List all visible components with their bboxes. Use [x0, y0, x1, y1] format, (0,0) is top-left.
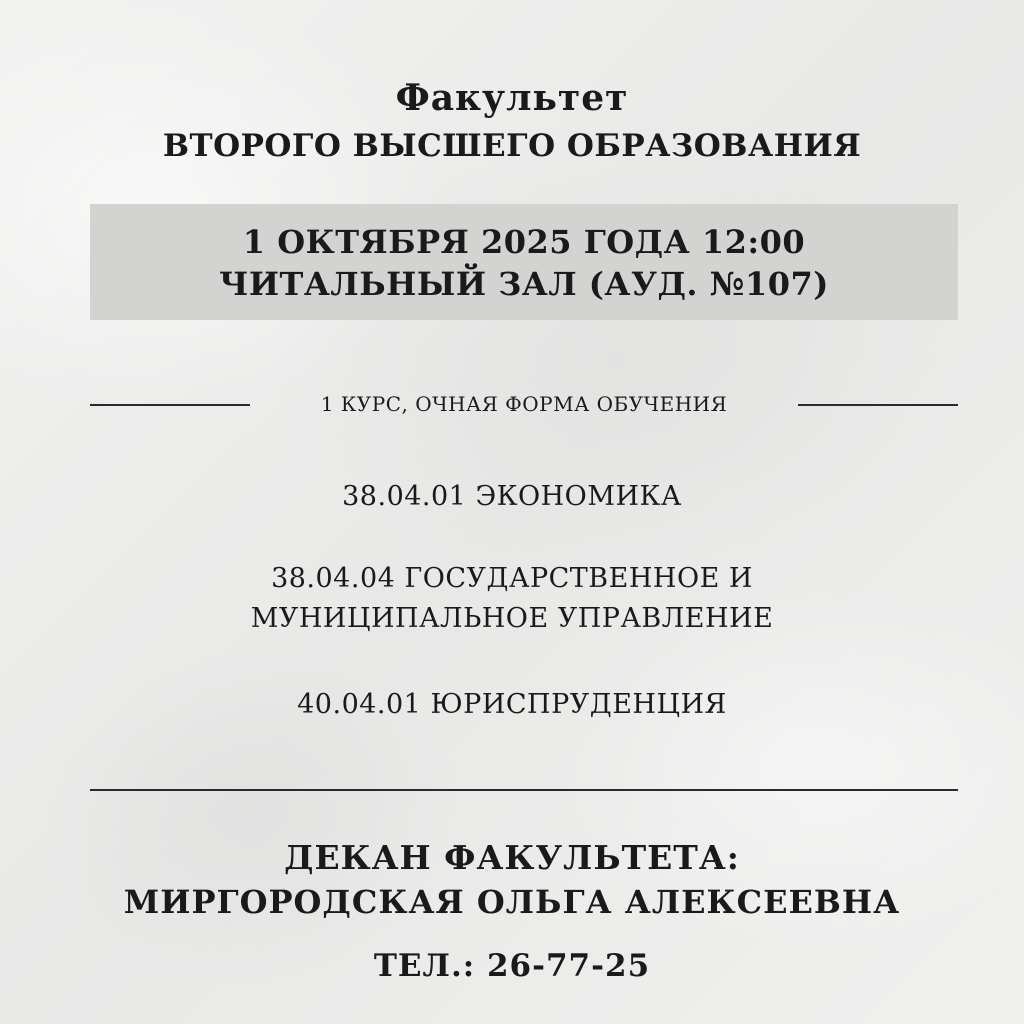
event-date-time: 1 ОКТЯБРЯ 2025 ГОДА 12:00: [242, 223, 806, 261]
contact-phone: ТЕЛ.: 26-77-25: [373, 948, 651, 984]
dean-name: МИРГОРОДСКАЯ ОЛЬГА АЛЕКСЕЕВНА: [123, 883, 901, 921]
event-location: ЧИТАЛЬНЫЙ ЗАЛ (АУД. №107): [219, 265, 829, 303]
program-economics: 38.04.01 ЭКОНОМИКА: [342, 481, 682, 512]
faculty-subtitle: ВТОРОГО ВЫСШЕГО ОБРАЗОВАНИЯ: [162, 128, 862, 164]
course-label: 1 КУРС, ОЧНАЯ ФОРМА ОБУЧЕНИЯ: [320, 392, 728, 416]
program-public-admin-line2: МУНИЦИПАЛЬНОЕ УПРАВЛЕНИЕ: [250, 603, 774, 634]
faculty-title: Факультет: [395, 77, 629, 119]
program-law: 40.04.01 ЮРИСПРУДЕНЦИЯ: [297, 689, 727, 720]
divider-rule-left: [90, 404, 250, 406]
date-location-banner: [90, 204, 958, 320]
course-divider: [90, 388, 958, 420]
divider-rule-right: [798, 404, 958, 406]
program-public-admin-line1: 38.04.04 ГОСУДАРСТВЕННОЕ И: [271, 563, 753, 594]
section-divider: [90, 789, 958, 791]
dean-label: ДЕКАН ФАКУЛЬТЕТА:: [284, 838, 740, 877]
